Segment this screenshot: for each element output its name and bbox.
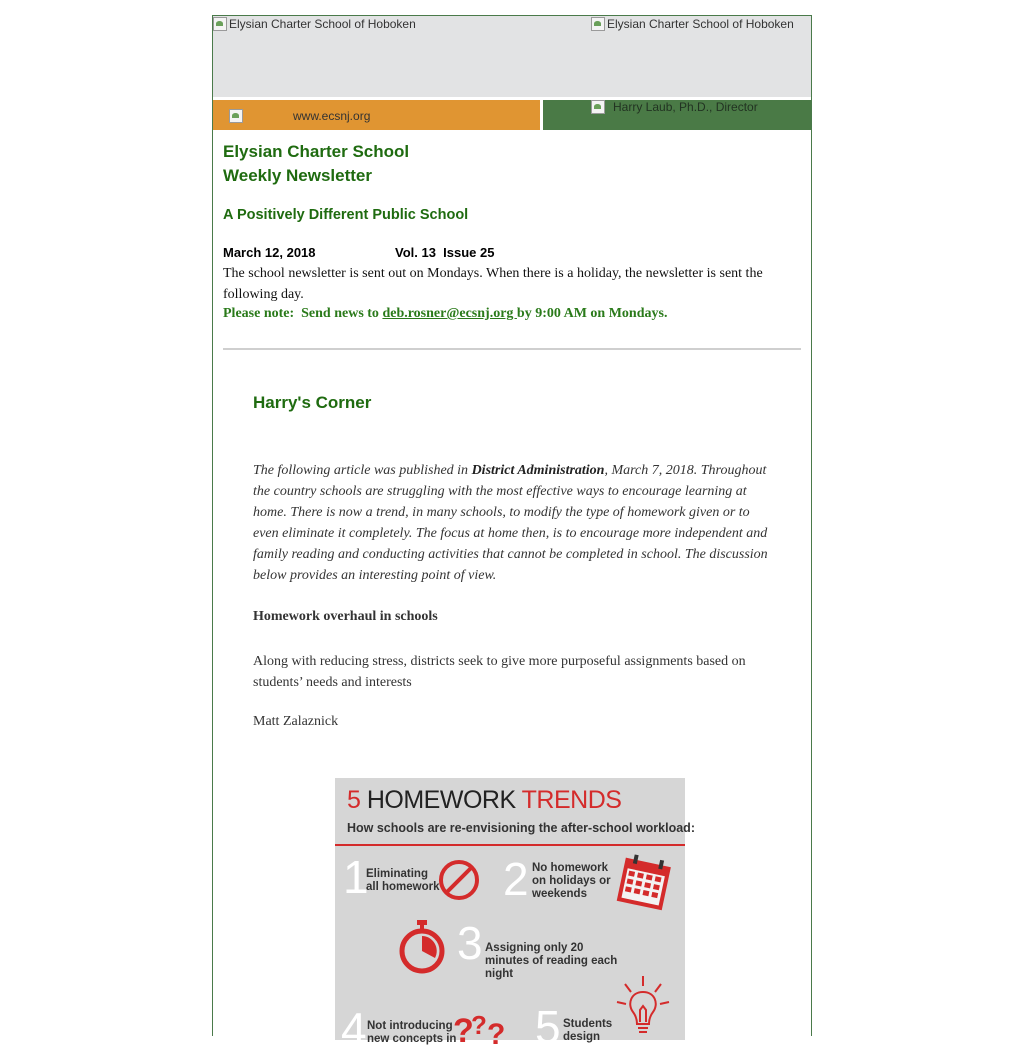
broken-image-icon: [591, 100, 605, 114]
infographic-title-accent: TRENDS: [521, 786, 622, 814]
article-pre: The following article was published in: [253, 463, 472, 478]
trend-number-4: 4: [341, 1003, 367, 1055]
svg-text:?: ?: [471, 1010, 487, 1040]
school-logo-left-alt: Elysian Charter School of Hoboken: [229, 17, 416, 31]
svg-text:?: ?: [453, 1012, 474, 1050]
trend-text-5: Students design: [563, 1018, 613, 1043]
trend-text-1: Eliminating all homework: [366, 868, 440, 893]
broken-image-icon: [229, 109, 243, 123]
trend-number-1: 1: [343, 851, 369, 903]
newsletter-frame: [212, 15, 812, 1055]
trend-number-5: 5: [535, 1001, 561, 1053]
issue-volume: Vol. 13 Issue 25: [395, 245, 495, 260]
stopwatch-icon: [397, 918, 447, 974]
calendar-icon: [613, 852, 675, 914]
tagline: A Positively Different Public School: [223, 207, 469, 223]
director-name: Harry Laub, Ph.D., Director: [613, 100, 758, 114]
issue-date: March 12, 2018: [223, 245, 316, 260]
director-image: [591, 100, 758, 114]
broken-image-icon: [591, 17, 605, 31]
homework-title: Homework overhaul in schools: [253, 609, 438, 624]
infographic-title-main: HOMEWORK: [366, 786, 516, 814]
note-prefix: Please note: Send news to: [223, 306, 383, 321]
infographic-subtitle: How schools are re-envisioning the after-school workload:: [347, 821, 695, 835]
question-marks-icon: [453, 1004, 507, 1051]
submission-note: [223, 306, 667, 322]
website-text: www.ecsnj.org: [293, 109, 371, 123]
school-logo-left: [213, 17, 416, 31]
dateline: [223, 245, 495, 260]
school-logo-right: [591, 17, 794, 31]
infographic-title-number: 5: [347, 786, 361, 814]
infographic-title: [347, 786, 621, 815]
lightbulb-icon: [613, 974, 673, 1040]
article-body: , March 7, 2018. Throughout the country schools are struggling with the most effective ways to encourage learning at home. There is now a trend, in many schools, to modify the type of homework given or to even eliminate it completely. The focus at home then, is to encourage more independent and family reading and conducting activities that cannot be completed in school. The discussion below provides an interesting point of view.: [253, 463, 768, 583]
website-link[interactable]: [229, 109, 370, 123]
trend-number-3: 3: [457, 917, 483, 969]
article-intro: [253, 460, 769, 586]
broken-image-icon: [213, 17, 227, 31]
newsletter-title: [223, 140, 409, 188]
email-link[interactable]: deb.rosner@ecsnj.org: [382, 306, 517, 321]
school-logo-right-alt: Elysian Charter School of Hoboken: [607, 17, 794, 31]
infographic-rule: [335, 844, 685, 846]
trend-text-3: Assigning only 20 minutes of reading each night: [485, 942, 618, 980]
homework-trends-infographic: [335, 778, 695, 1055]
article-source: District Administration: [471, 463, 605, 478]
trend-text-4: Not introducing new concepts in: [367, 1020, 457, 1045]
homework-subtitle: Along with reducing stress, districts seek to give more purposeful assignments based on students’ needs and interests: [253, 654, 746, 690]
section-heading: Harry's Corner: [253, 393, 372, 412]
title-line-2: Weekly Newsletter: [223, 166, 372, 185]
intro-text: The school newsletter is sent out on Mondays. When there is a holiday, the newsletter is sent the following day.: [223, 266, 763, 302]
trend-number-2: 2: [503, 853, 529, 905]
title-line-1: Elysian Charter School: [223, 142, 410, 161]
svg-text:?: ?: [487, 1018, 506, 1051]
note-suffix: by 9:00 AM on Mondays.: [516, 306, 668, 321]
trend-text-2: No homework on holidays or weekends: [532, 862, 611, 900]
section-divider: [223, 348, 801, 350]
no-sign-icon: [437, 858, 481, 902]
article-author: Matt Zalaznick: [253, 714, 339, 729]
